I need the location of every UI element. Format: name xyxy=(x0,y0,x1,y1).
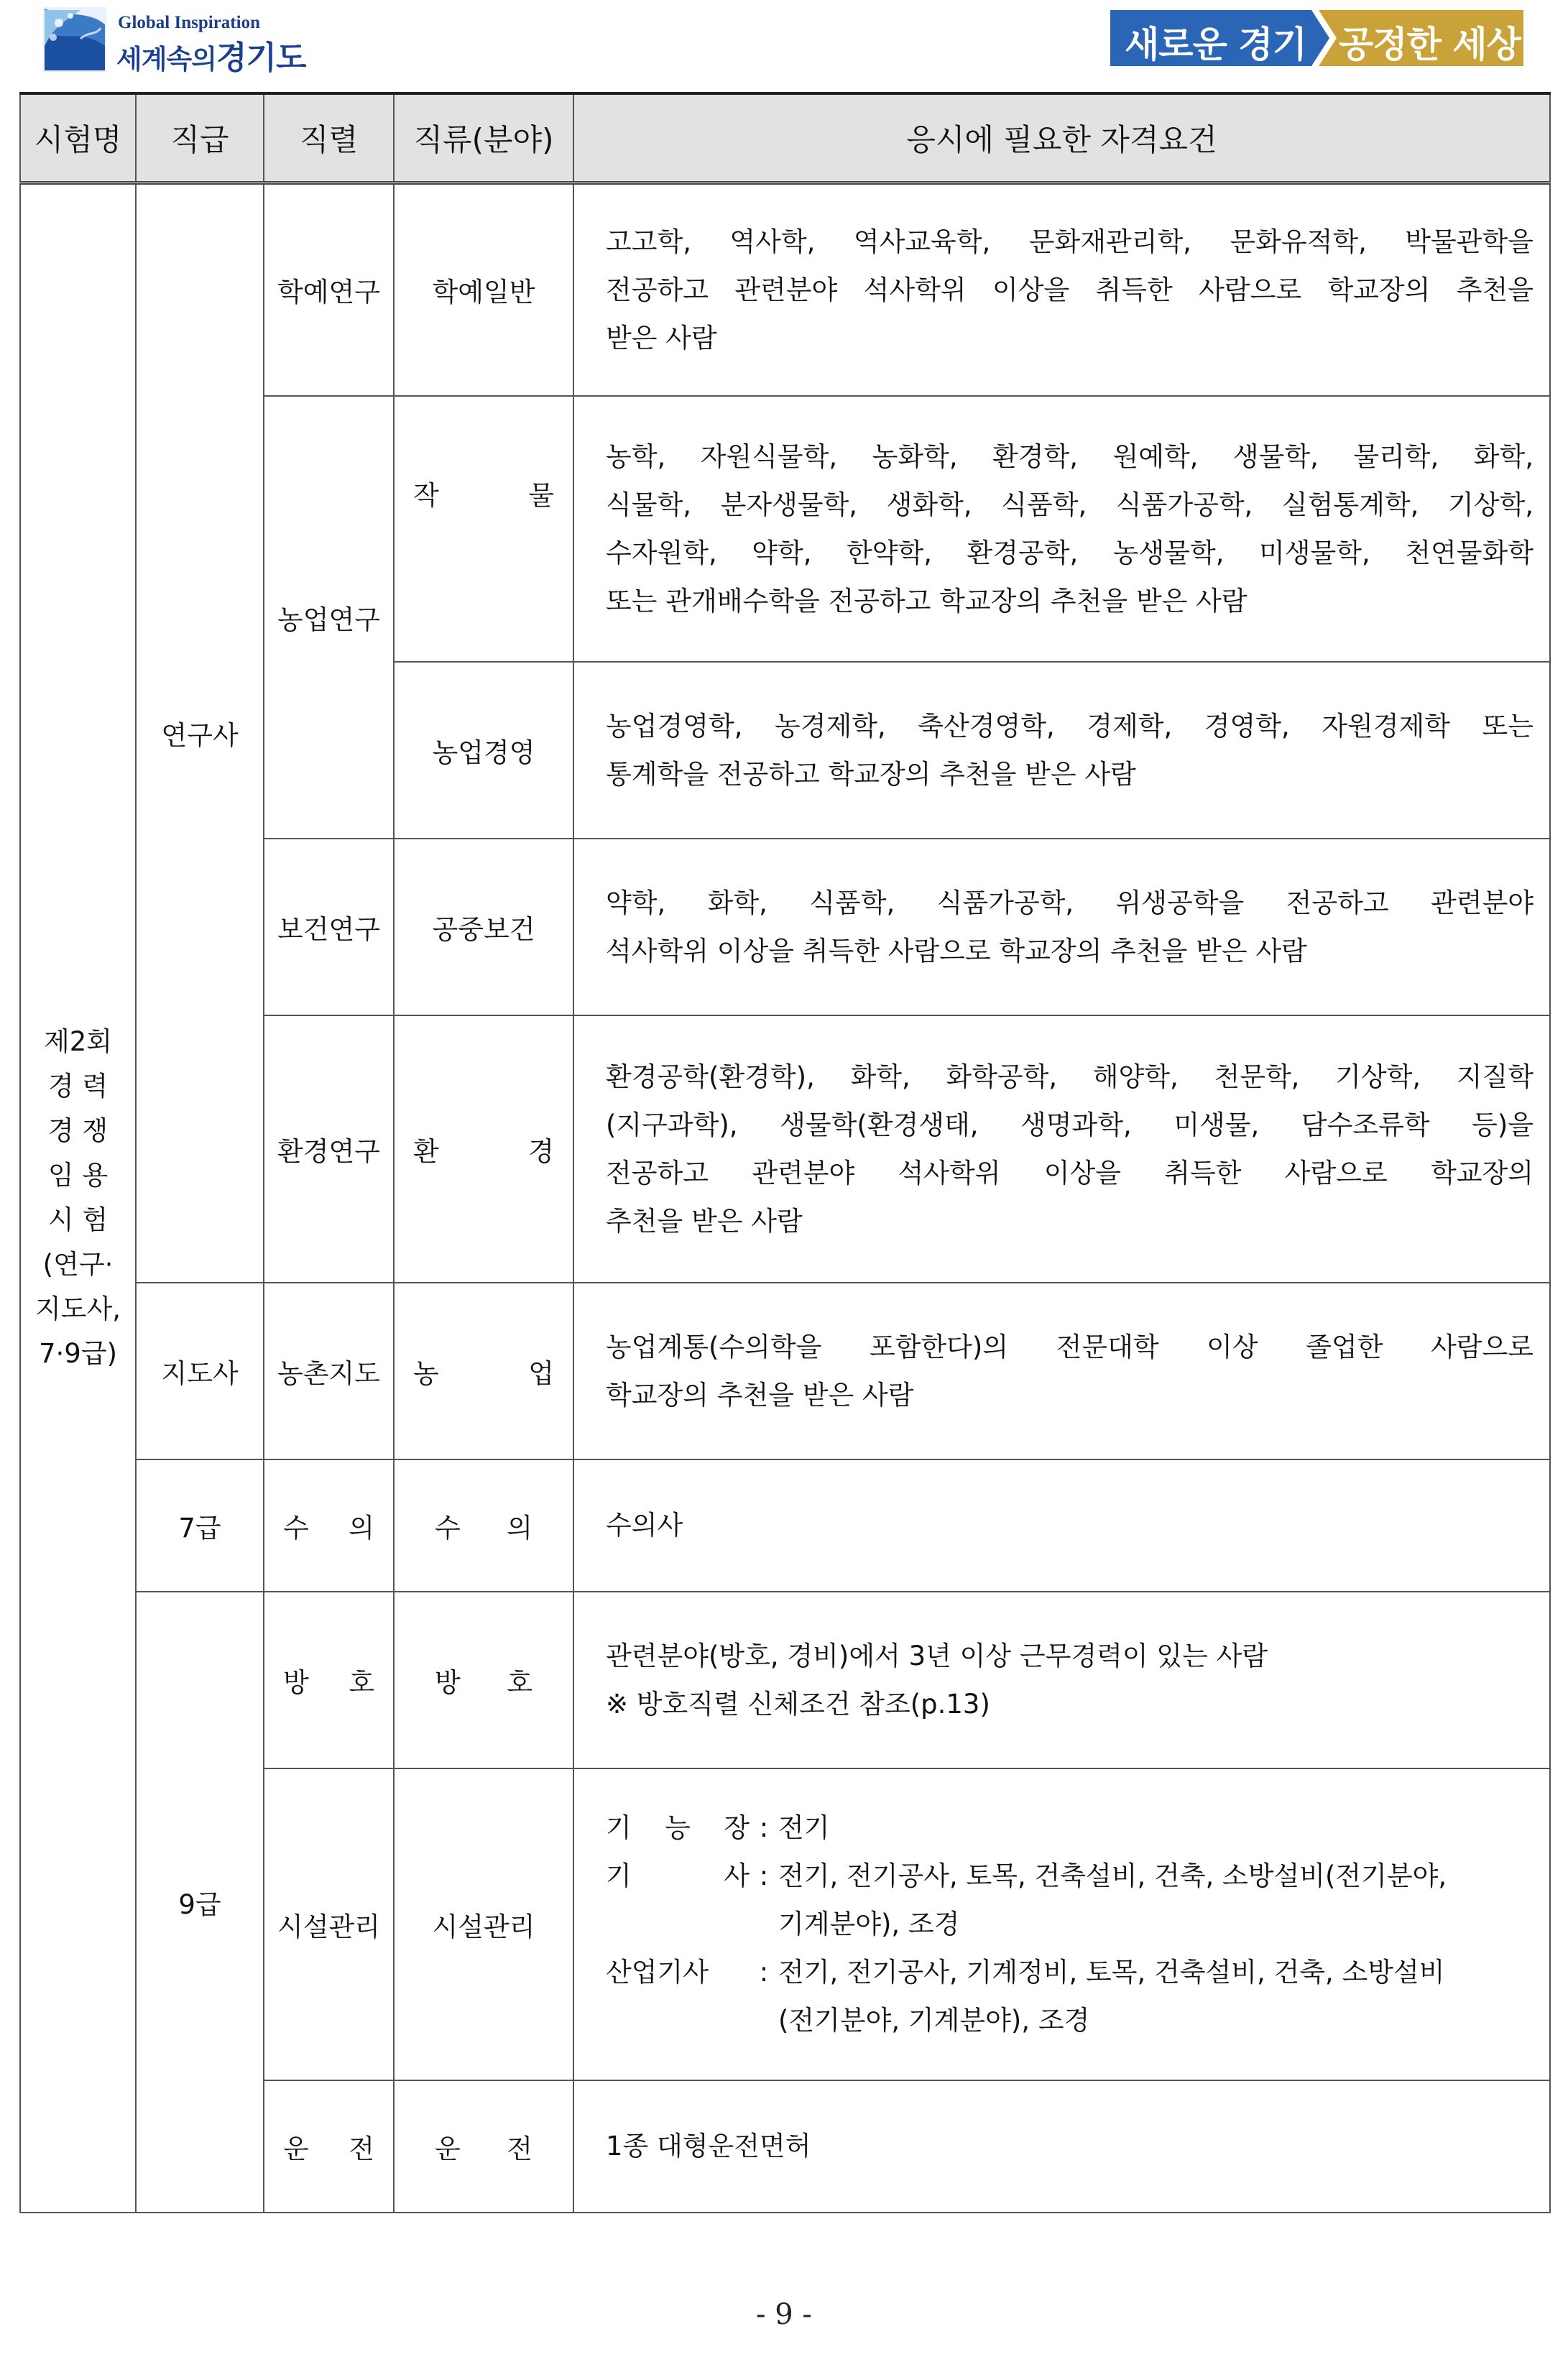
requirement-line: (지구과학), 생물학(환경생태, 생명과학, 미생물, 담수조류학 등)을 xyxy=(606,1109,1534,1140)
requirement-line: 받은 사람 xyxy=(606,322,717,354)
header-field: 직류(분야) xyxy=(394,93,573,183)
series-cell: 환경연구 xyxy=(264,1015,394,1283)
series-cell: 학예연구 xyxy=(264,183,394,396)
table-row xyxy=(20,1592,1550,1768)
field-cell xyxy=(394,2080,573,2213)
field-text: 농 업 xyxy=(413,1357,554,1389)
series-text: 운 전 xyxy=(283,2133,374,2164)
series-cell xyxy=(264,1592,394,1768)
gyeonggi-logo xyxy=(37,3,325,75)
series-cell xyxy=(264,2080,394,2213)
series-cell xyxy=(264,1459,394,1592)
slogan-banner xyxy=(1110,10,1523,66)
series-text: 수 의 xyxy=(283,1512,374,1544)
requirement-line: 전공하고 관련분야 석사학위 이상을 취득한 사람으로 학교장의 추천을 xyxy=(606,274,1534,305)
grade-cell: 지도사 xyxy=(136,1283,264,1459)
grade-cell: 7급 xyxy=(136,1459,264,1592)
exam-name-cell xyxy=(20,183,136,2213)
requirement-line: 1종 대형운전면허 xyxy=(606,2131,811,2162)
qualification-row xyxy=(606,1804,1534,1852)
requirement-cell xyxy=(573,1768,1550,2080)
qualification-separator: : xyxy=(759,1957,769,1988)
requirement-cell xyxy=(573,1015,1550,1283)
qualification-key: 기 사 xyxy=(606,1860,750,1891)
field-cell: 공중보건 xyxy=(394,839,573,1015)
header-exam-name: 시험명 xyxy=(20,93,136,183)
requirement-cell xyxy=(573,1459,1550,1592)
requirement-line: 농학, 자원식물학, 농화학, 환경학, 원예학, 생물학, 물리학, 화학, xyxy=(606,441,1534,472)
requirement-cell xyxy=(573,396,1550,662)
qualification-separator: : xyxy=(759,1812,769,1843)
requirement-cell xyxy=(573,1592,1550,1768)
exam-name-line: 제2회 xyxy=(43,1026,113,1058)
exam-name-line: 경 쟁 xyxy=(47,1115,109,1147)
field-text: 작 물 xyxy=(413,479,554,511)
qualification-key: 기 능 장 xyxy=(606,1812,750,1843)
requirement-line: 수자원학, 약학, 한약학, 환경공학, 농생물학, 미생물학, 천연물화학 xyxy=(606,537,1534,568)
exam-name-line: 경 력 xyxy=(47,1071,109,1102)
requirement-line: 추천을 받은 사람 xyxy=(606,1205,803,1237)
field-cell xyxy=(394,1015,573,1283)
table-row xyxy=(20,183,1550,396)
table-row xyxy=(20,1459,1550,1592)
table-header-row xyxy=(20,93,1550,183)
qualification-key: 산업기사 xyxy=(606,1957,709,1988)
logo-english-text: Global Inspiration xyxy=(118,13,260,32)
requirement-line: 수의사 xyxy=(606,1510,683,1541)
series-cell: 시설관리 xyxy=(264,1768,394,2080)
field-text: 방 호 xyxy=(435,1666,532,1698)
exam-name-line: (연구· xyxy=(42,1249,114,1281)
grade-cell: 9급 xyxy=(136,1592,264,2213)
header-series: 직렬 xyxy=(264,93,394,183)
qualification-value: 전기 xyxy=(778,1812,830,1843)
exam-name-line: 7·9급) xyxy=(38,1338,118,1370)
requirement-line: 농업경영학, 농경제학, 축산경영학, 경제학, 경영학, 자원경제학 또는 xyxy=(606,710,1534,742)
qualification-table xyxy=(19,92,1551,2213)
field-cell: 시설관리 xyxy=(394,1768,573,2080)
requirement-cell xyxy=(573,1283,1550,1459)
field-cell: 학예일반 xyxy=(394,183,573,396)
page-number: - 9 - xyxy=(756,2298,812,2331)
requirement-line: 통계학을 전공하고 학교장의 추천을 받은 사람 xyxy=(606,758,1136,790)
field-text: 운 전 xyxy=(435,2133,532,2164)
requirement-line: ※ 방호직렬 신체조건 참조(p.13) xyxy=(606,1688,990,1720)
requirement-line: 식물학, 분자생물학, 생화학, 식품학, 식품가공학, 실험통계학, 기상학, xyxy=(606,489,1534,520)
series-text: 방 호 xyxy=(283,1666,374,1698)
series-cell: 보건연구 xyxy=(264,839,394,1015)
requirement-cell xyxy=(573,839,1550,1015)
exam-name-line: 시 험 xyxy=(47,1204,109,1236)
field-cell: 농업경영 xyxy=(394,662,573,839)
exam-name-line: 임 용 xyxy=(47,1160,109,1191)
requirement-line: 전공하고 관련분야 석사학위 이상을 취득한 사람으로 학교장의 xyxy=(606,1157,1534,1189)
qualification-row xyxy=(606,1948,1534,1996)
exam-name-line: 지도사, xyxy=(35,1293,121,1325)
requirement-cell xyxy=(573,2080,1550,2213)
gyeonggi-emblem-icon xyxy=(37,3,112,75)
field-cell xyxy=(394,1592,573,1768)
field-cell xyxy=(394,1283,573,1459)
requirement-line: 석사학위 이상을 취득한 사람으로 학교장의 추천을 받은 사람 xyxy=(606,935,1307,967)
slogan-left-text: 새로운 경기 xyxy=(1125,24,1306,65)
qualification-value: 전기, 전기공사, 기계정비, 토목, 건축설비, 건축, 소방설비 xyxy=(778,1957,1445,1988)
field-text: 환 경 xyxy=(413,1135,554,1167)
requirement-line: 관련분야(방호, 경비)에서 3년 이상 근무경력이 있는 사람 xyxy=(606,1640,1268,1671)
logo-korean-text xyxy=(116,32,305,78)
header-grade: 직급 xyxy=(136,93,264,183)
field-cell xyxy=(394,396,573,662)
series-cell: 농업연구 xyxy=(264,396,394,839)
requirement-cell xyxy=(573,183,1550,396)
requirement-line: 학교장의 추천을 받은 사람 xyxy=(606,1379,914,1411)
slogan-right-text: 공정한 세상 xyxy=(1339,24,1521,65)
requirement-line: 환경공학(환경학), 화학, 화학공학, 해양학, 천문학, 기상학, 지질학 xyxy=(606,1061,1534,1092)
logo-korean-big: 경기도 xyxy=(216,40,306,76)
header-requirements: 응시에 필요한 자격요건 xyxy=(573,93,1550,183)
requirement-line: 또는 관개배수학을 전공하고 학교장의 추천을 받은 사람 xyxy=(606,585,1248,617)
requirement-line: 고고학, 역사학, 역사교육학, 문화재관리학, 문화유적학, 박물관학을 xyxy=(606,226,1534,257)
qualification-row xyxy=(606,1852,1534,1900)
table-row xyxy=(20,1283,1550,1459)
qualification-value: 전기, 전기공사, 토목, 건축설비, 건축, 소방설비(전기분야, xyxy=(778,1860,1447,1891)
series-cell: 농촌지도 xyxy=(264,1283,394,1459)
logo-korean-small: 세계속의 xyxy=(116,44,216,75)
requirement-line: 약학, 화학, 식품학, 식품가공학, 위생공학을 전공하고 관련분야 xyxy=(606,887,1534,918)
grade-cell: 연구사 xyxy=(136,183,264,1283)
qualification-value-cont: 기계분야), 조경 xyxy=(778,1909,960,1939)
qualification-value-cont: (전기분야, 기계분야), 조경 xyxy=(778,2005,1090,2036)
requirement-cell xyxy=(573,662,1550,839)
field-cell xyxy=(394,1459,573,1592)
qualification-separator: : xyxy=(759,1860,769,1891)
field-text: 수 의 xyxy=(435,1512,532,1544)
requirement-line: 농업계통(수의학을 포함한다)의 전문대학 이상 졸업한 사람으로 xyxy=(606,1331,1534,1362)
